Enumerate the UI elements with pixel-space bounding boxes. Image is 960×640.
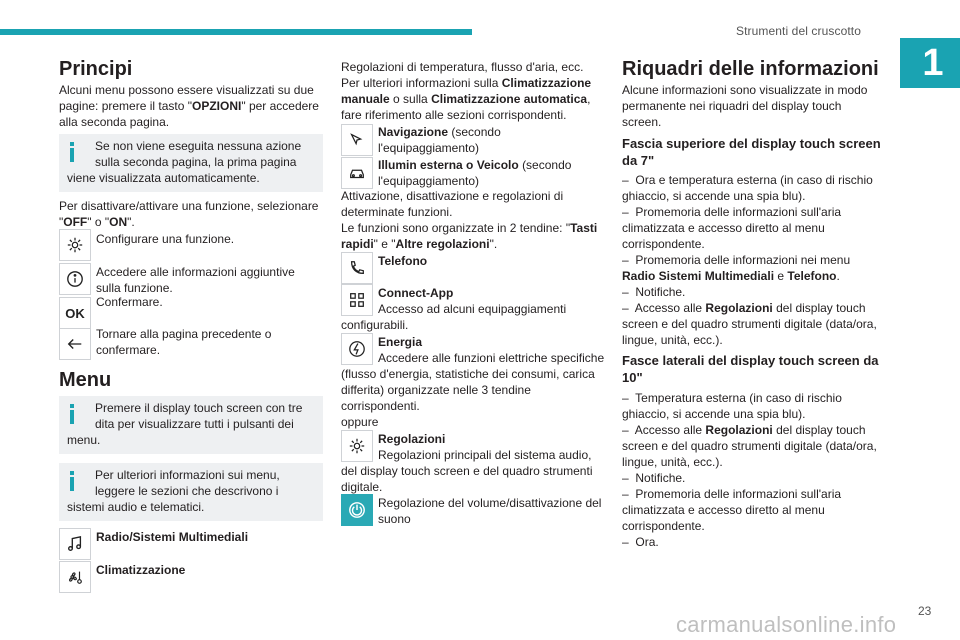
telefono-label: Telefono	[378, 254, 428, 268]
energia-label: Energia	[378, 335, 423, 349]
nav-text: Navigazione (secondo l'equipaggiamento)	[378, 125, 501, 155]
oppure-text: oppure	[341, 415, 379, 429]
chapter-tab: 1	[900, 38, 960, 88]
info-note-icon	[67, 138, 91, 164]
illum-text: Illumin esterna o Veicolo (secondo l'equipaggiamento)	[378, 158, 572, 188]
veicolo-text: Attivazione, disattivazione e regolazioni di determinate funzioni.	[341, 189, 564, 219]
item-configure-text: Configurare una funzione.	[96, 232, 235, 246]
info-circle-icon	[59, 263, 91, 295]
header-accent-bar	[0, 29, 472, 35]
list-10inch: – Temperatura esterna (in caso di rischio ghiaccio, si accende una spia blu). – Accesso alle Regolazioni del display touch screen e del quadro strumenti digitale (data/ora, lingue, unità, ecc.). – Notifiche. – Promemoria delle informazioni sull'aria climatizzata e accesso diretto al menu corrispondente. – Ora.	[622, 391, 877, 549]
radio-label: Radio/Sistemi Multimediali	[96, 530, 249, 544]
settings-gear-icon	[59, 229, 91, 261]
menu-note-1: Premere il display touch screen con tre dita per visualizzare tutti i pulsanti dei menu.	[59, 396, 323, 454]
info-note-icon	[67, 400, 91, 426]
principi-text: Alcuni menu possono essere visualizzati su due pagine: premere il tasto "OPZIONI" per accedere alla seconda pagina.	[59, 83, 319, 129]
watermark: carmanualsonline.info	[676, 612, 897, 637]
connect-text-a: Accesso ad alcuni equipaggiamenti	[378, 302, 567, 316]
clima-description: Regolazioni di temperatura, flusso d'aria, ecc. Per ulteriori informazioni sulla Climatizzazione manuale o sulla Climatizzazione automatica, fare riferimento alle sezioni corrispondenti.	[341, 60, 592, 122]
connect-label: Connect-App	[378, 286, 454, 300]
riquadri-heading: Riquadri delle informazioni	[622, 58, 879, 80]
regolazioni-label: Regolazioni	[378, 432, 446, 446]
principi-note: Se non viene eseguita nessuna azione sulla seconda pagina, la prima pagina viene visualizzata automaticamente.	[59, 134, 323, 192]
item-confirm-text: Confermare.	[96, 295, 163, 309]
navigation-icon	[341, 124, 373, 156]
ok-icon: OK	[59, 297, 91, 329]
music-note-icon	[59, 528, 91, 560]
energia-text: Accedere alle funzioni elettriche specifiche (flusso d'energia, statistiche dei consumi, carica differita) organizzate nelle 3 tendine corrispondenti.	[341, 351, 605, 413]
climate-fan-icon	[59, 561, 91, 593]
page-number: 23	[918, 604, 932, 618]
subheading-10inch: Fasce laterali del display touch screen da 10"	[622, 353, 879, 385]
car-icon	[341, 157, 373, 189]
section-title: Strumenti del cruscotto	[736, 24, 862, 38]
power-volume-icon	[341, 494, 373, 526]
onoff-text: Per disattivare/attivare una funzione, selezionare "OFF" o "ON".	[59, 199, 319, 229]
info-note-icon	[67, 467, 91, 493]
back-arrow-icon	[59, 328, 91, 360]
phone-icon	[341, 252, 373, 284]
volume-text: Regolazione del volume/disattivazione del suono	[378, 496, 602, 526]
regolazioni-text: Regolazioni principali del sistema audio, del display touch screen e del quadro strumenti digitale.	[341, 448, 593, 494]
principi-heading: Principi	[59, 58, 133, 80]
clima-label: Climatizzazione	[96, 563, 186, 577]
apps-grid-icon	[341, 284, 373, 316]
tendine-text: Le funzioni sono organizzate in 2 tendine: "Tasti rapidi" e "Altre regolazioni".	[341, 221, 598, 251]
riquadri-intro: Alcune informazioni sono visualizzate in modo permanente nei riquadri del display touch screen.	[622, 83, 868, 129]
menu-heading: Menu	[59, 369, 112, 391]
list-7inch: – Ora e temperatura esterna (in caso di rischio ghiaccio, si accende una spia blu). – Promemoria delle informazioni sull'aria climatizzata e accesso diretto al menu corrispondente. – Promemoria delle informazioni nei menu Radio Sistemi Multimediali e Telefono. – Notifiche. – Accesso alle Regolazioni del display touch screen e del quadro strumenti digitale (data/ora, lingue, unità, ecc.).	[622, 173, 877, 347]
item-info-text: Accedere alle informazioni aggiuntive sulla funzione.	[96, 265, 295, 295]
menu-note-2: Per ulteriori informazioni sui menu, leggere le sezioni che descrivono i sistemi audio e telematici.	[59, 463, 323, 521]
connect-text-b: configurabili.	[341, 318, 409, 332]
item-back-text: Tornare alla pagina precedente o confermare.	[96, 327, 272, 357]
subheading-7inch: Fascia superiore del display touch screen da 7"	[622, 136, 881, 168]
